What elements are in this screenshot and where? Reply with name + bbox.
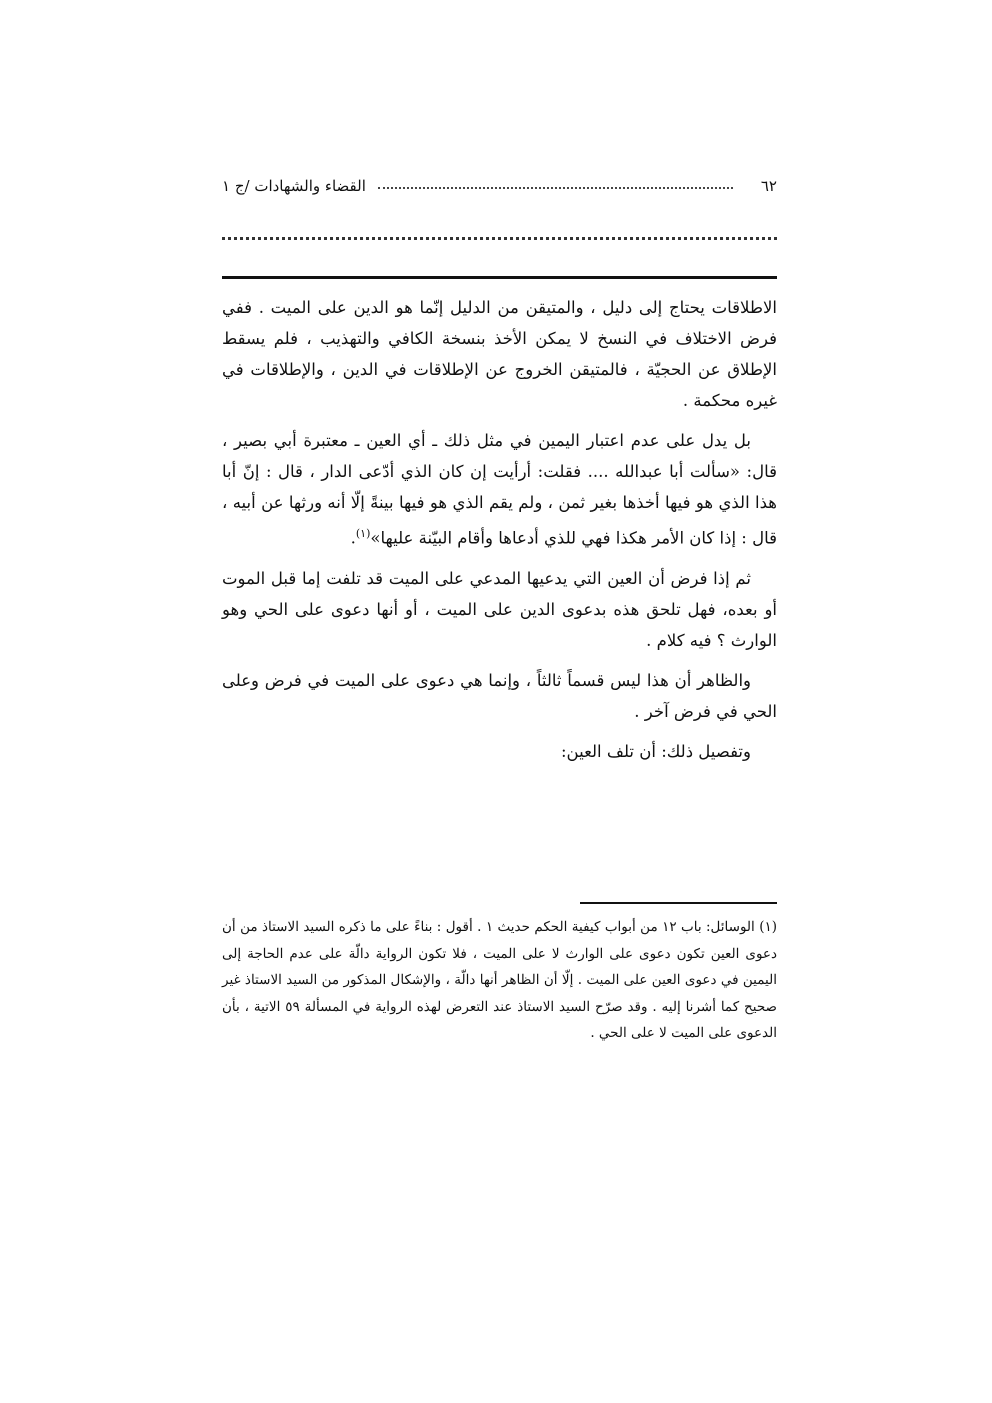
page-header — [222, 177, 777, 199]
header-leader-dots — [378, 187, 733, 189]
main-text — [222, 292, 777, 776]
footnote-reference: (١) — [355, 527, 371, 540]
top-rule — [222, 276, 777, 279]
paragraph: والظاهر أن هذا ليس قسماً ثالثاً ، وإنما هي دعوى على الميت في فرض وعلى الحي في فرض آخر . — [222, 670, 777, 721]
paragraph: ثم إذا فرض أن العين التي يدعيها المدعي على الميت قد تلفت إما قبل الموت أو بعده، فهل تلحق هذه بدعوى الدين على الميت ، أو أنها دعوى على الحي وهو الوارث ؟ فيه كلام . — [222, 568, 777, 650]
paragraph: وتفصيل ذلك: أن تلف العين: — [560, 741, 751, 761]
page-number: ٦٢ — [760, 177, 777, 195]
dotted-divider — [222, 237, 777, 240]
paragraph-text: بل يدل على عدم اعتبار اليمين في مثل ذلك ـ أي العين ـ معتبرة أبي بصير ، قال: «سألت أبا عبدالله .... فقلت: أرأيت إن كان الذي أدّعى الدار ، قال : إنّ أبا هذا الذي هو فيها أخذها بغير ثمن ، ولم يقم الذي هو فيها بينةً إلّا أنه ورثها عن أبيه ، قال : إذا كان الأمر هكذا فهي للذي أدعاها وأقام البيّنة عليها» — [222, 431, 777, 548]
running-title: القضاء والشهادات /ج ١ — [222, 177, 366, 195]
paragraph: بل يدل على عدم اعتبار اليمين في مثل ذلك ـ أي العين ـ معتبرة أبي بصير ، قال: «سألت أبا عبدالله .... فقلت: أرأيت إن كان الذي أدّعى الدار ، قال : إنّ أبا هذا الذي هو فيها أخذها بغير ثمن ، ولم يقم الذي هو فيها بينةً إلّا أنه ورثها عن أبيه ، قال : إذا كان الأمر هكذا فهي للذي أدعاها وأقام البيّنة عليها»$^{(١)}$. — [222, 431, 777, 548]
paragraph: الاطلاقات يحتاج إلى دليل ، والمتيقن من الدليل إنّما هو الدين على الميت . ففي فرض الاختلاف في النسخ لا يمكن الأخذ بنسخة الكافي والتهذيب ، فلم يسقط الإطلاق عن الحجيّة ، فالمتيقن الخروج عن الإطلاقات في الدين ، والإطلاقات في غيره محكمة . — [222, 298, 777, 410]
footnote — [222, 914, 777, 1047]
footnote-rule — [580, 902, 777, 904]
footnote-text: (١) الوسائل: باب ١٢ من أبواب كيفية الحكم حديث ١ . أقول : بناءً على ما ذكره السيد الاستاذ من أن دعوى العين تكون دعوى على الوارث لا على الميت ، فلا تكون الرواية دالّة على عدم الحاجة إلى اليمين في دعوى العين على الميت . إلّا أن الظاهر أنها دالّة ، والإشكال المذكور من السيد الاستاذ غير صحيح كما أشرنا إليه . وقد صرّح السيد الاستاذ عند التعرض لهذه الرواية في المسألة ٥٩ الاتية ، بأن الدعوى على الميت لا على الحي . — [222, 919, 778, 1041]
